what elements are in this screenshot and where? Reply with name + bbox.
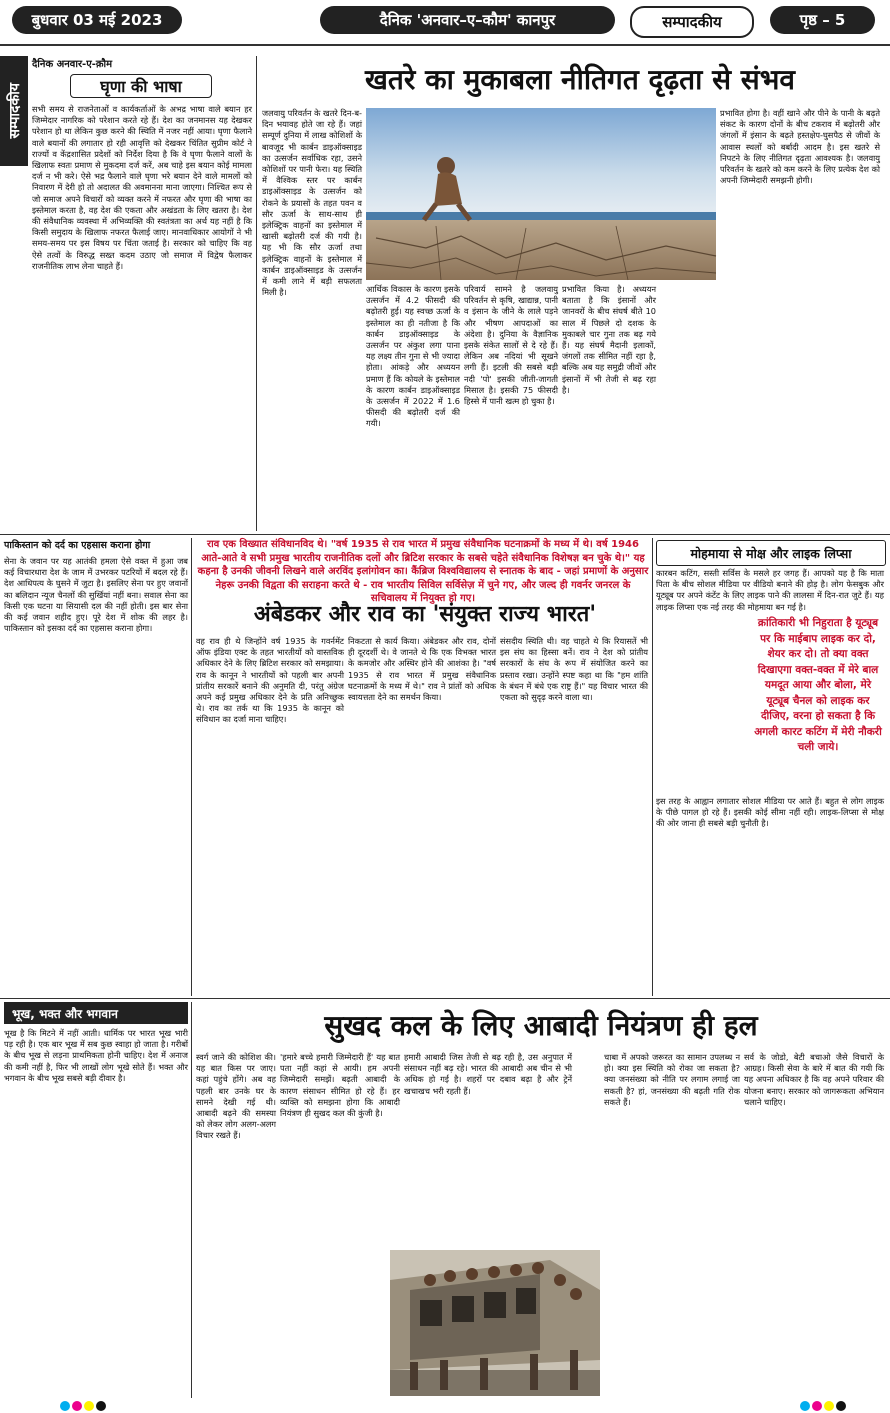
registration-marks-right (800, 1401, 846, 1411)
lead-headline: खतरे का मुकाबला नीतिगत दृढ़ता से संभव (365, 63, 795, 96)
page-number: पृष्ठ – 5 (799, 11, 846, 29)
paper-name: दैनिक 'अनवार–ए–कौम' कानपुर (379, 11, 556, 29)
column-divider (191, 538, 192, 996)
moh-article-col (656, 616, 748, 796)
lead-column-4b (660, 284, 716, 532)
yellow-dot (824, 1401, 834, 1411)
bottom-headline: सुखद कल के लिए आबादी नियंत्रण ही हल (324, 1009, 758, 1042)
black-dot (96, 1401, 106, 1411)
editorial-body: सभी समय से राजनेताओं व कार्यकर्ताओं के अभद्र भाषा वाले बयान हर जिम्मेदार नागरिक को परेशान करते रहे हैं। देश का जनमानस यह देखकर परेशान हो था लेकिन कुछ करने की स्थिति में नजर नहीं आया। घृणा फैलाने वाले बयानों की लगातार हो रही आवृत्ति को देखकर चिंतित सुप्रीम कोर्ट ने राज्यों व केंद्रशासित प्रदेशों को निर्देश दिया है कि वे घृणा फैलाने वालों के खिलाफ स्वतः प्रमाण से मुकदमा दर्ज करें, अब चाहे इस बयान कोई मामला दर्ज न भी करे। ऐसे भद्र फैलाने वाले घृणा भरे बयान देने वाले मामलों को निवारण में देरी हो तो अदालत की अवमानना माना जाएगा। निश्चित रूप से जो समाज अपने विचारों को व्यक्त करने में नफरत और घृणा की भाषा का इस्तेमाल करता है, वह देश की एकता और अखंडता के लिए खतरा है। देश की संवैधानिक व्यवस्था में अभिव्यक्ति की स्वतंत्रता का अर्थ यह नहीं है कि किसी समुदाय के खिलाफ नफरत फैलाई जाए। मानवाधिकार आयोगों ने भी समय-समय पर इस विषय पर चिंता जताई है। सरकार को चाहिए कि वह ऐसे तत्वों के विरुद्ध सख्त कदम उठाए जो समाज में विद्वेष फैलाकर राजनीतिक लाभ लेना चाहते हैं। (32, 104, 252, 271)
cyan-dot (60, 1401, 70, 1411)
lead-column-4: प्रभावित किया है। अध्ययन बताता है कि इंसानों और जानवरों के बीच संघर्ष बीते 10 साल में पिछले दो दशक के मुकाबले चार गुना तक बढ़ गये हैं। यह संघर्ष मैदानी इलाकों, जंगलों तक सीमित नहीं रहा है, बल्कि अब यह समुद्री जीवों और इंसानों में भी तेजी से बढ़ रहा है। (562, 284, 656, 395)
moh-article-intro: कारबन कटिंग, सस्ती सर्विस के मसले हर जगह हैं। आपको यह है कि माता पिता के बीच सोशल मीडिया पर वीडियो बनाने की होड़ है। लोग फेसबुक और यूट्यूब पर अपने कंटेंट के लिए लाइक पाने की लालसा में दिन-रात जुटे हैं। यह लाइक लिप्सा एक नई तरह की मोहमाया बन गई है। (656, 568, 884, 612)
vertical-label-text: सम्पादकीय (6, 83, 23, 139)
masthead (0, 0, 890, 42)
second-headline: अंबेडकर और राव का 'संयुक्त राज्य भारत' (253, 602, 597, 627)
header-rule (0, 44, 890, 46)
second-column-2: निकटता से कार्य किया। अंबेडकर और राव, दोनों ही दूरदर्शी थे। वे जानते थे कि एक विभक्त भारत के कमजोर और अस्थिर होने की आशंका है। "वर्ष 1935 से राव भारत में प्रमुख संवैधानिक घटनाक्रमों के मध्य में थे।" राव ने प्रांतों को अधिक स्वायत्तता देने का समर्थन किया। (348, 636, 496, 703)
section-rule (0, 998, 890, 999)
hunger-article-title: भूख, भक्त और भगवान (12, 1006, 118, 1021)
paper-pill (320, 6, 615, 34)
date-pill (12, 6, 182, 34)
lead-column-3: परिवार्य सामने है जलवायु परिवर्तन से कृषि, खाद्यान्न, पानी व इंसान के जीने के लाले पड़ने और भीषण आपदाओं का अंदेशा है। दुनिया के वैज्ञानिक इसके संकेत सालों से दे रहे हैं। लेकिन अब नदियां भी सूखने लगी हैं। इटली की सबसे बड़ी नदी 'पो' इसकी जीती-जागती मिसाल है। इसकी 75 फीसदी हिस्से में पानी खत्म हो चुका है। (464, 284, 558, 407)
bottom-photo-crowded-train (390, 1250, 600, 1396)
bottom-column-4: चाबा में अपको जरूरत का सामान उपलब्ध न हो। क्या इस स्थिति को रोका जा सकता है? क्या जनसंख्या को नीति पर लगाम लगाई जा सकती है? हां, जनसंख्या की बढ़ती गति रोक सकते हैं। (604, 1052, 740, 1107)
lead-photo-parched-earth (366, 108, 716, 280)
second-column-1: वह राव ही थे जिन्होंने वर्ष 1935 के गवर्नमेंट ऑफ इंडिया एक्ट के तहत भारतीयों को वास्तविक अधिकार देने के लिए ब्रिटिश सरकार को समझाया। राव के कानून ने भारतीयों को पहली बार अपनी प्रांतीय सरकारें बनाने की अनुमति दी, परंतु अंग्रेज अपने कई प्रमुख अधिकार देने के प्रति अनिच्छुक थे। राव का तर्क था कि 1935 के कानून को संविधान का दर्जा माना चाहिए। (196, 636, 344, 725)
column-divider (191, 1002, 192, 1398)
lead-column-1: जलवायु परिवर्तन के खतरे दिन-ब-दिन भयावह होते जा रहे हैं। जहां सम्पूर्ण दुनिया में लाख कोशिशों के बावजूद भी कार्बन डाइऑक्साइड का उत्सर्जन सर्वाधिक रहा, उसने कोशिशों पर पानी फेरा। यह स्थिति में वैश्विक स्तर पर कार्बन डाइऑक्साइड के उत्सर्जन को रोकने के प्रयासों के तहत पवन व सौर ऊर्जा के साथ-साथ ही इलेक्ट्रिक वाहनों का इस्तेमाल में खासी बढ़ोतरी दर्ज की गयी है। यह भी कि सौर ऊर्जा तथा इलेक्ट्रिक वाहनों के इस्तेमाल में कार्बन डाइऑक्साइड के उत्सर्जन में कमी लाने में बड़ी सफलता मिली है। (262, 108, 362, 298)
pakistan-article-title: पाकिस्तान को दर्द का एहसास कराना होगा (4, 540, 151, 551)
black-dot (836, 1401, 846, 1411)
column-divider (256, 56, 257, 531)
editorial-title-box (70, 74, 212, 98)
lead-photo-drawing (366, 108, 716, 280)
page-pill (770, 6, 875, 34)
moh-article-quote: क्रांतिकारी भी निहुराता है यूट्यूब पर कि माईबाप लाइक कर दो, शेयर कर दो। तो क्या वक्त दिखाएगा वक्त-वक्त में मेरे बाल यमदूत आया और बोला, मेरे यूट्यूब चैनल को लाइक कर दीजिए, वरना हो सकता है कि अगली कारट कटिंग में मेरी नौकरी चली जाये। (754, 617, 882, 753)
editorial-tag: दैनिक अनवार-ए-क़ौम (32, 59, 113, 70)
magenta-dot (812, 1401, 822, 1411)
vertical-section-label (0, 56, 28, 166)
pakistan-article-body: सेना के जवान पर यह आतंकी हमला ऐसे वक्त में हुआ जब कई विचारधारा देश के जाम में उभरकर पटरियों में बदल रहे हैं। देश आधिपत्य के घुसने में जुटा है। इसलिए सेना पर हुए जवानों का बलिदान न्यूज चैनलों की सुर्खियां नहीं बना। सवाल सेना का किसी एक घटना या सियासी दल की नहीं होती। इस बार सेना की कई जवान शहीद हुए। पूरे देश में शोक की लहर है। पाकिस्तान को इसका दर्द का एहसास कराना होगा। (4, 556, 188, 634)
column-divider (652, 538, 653, 996)
moh-article-title-box (656, 540, 886, 566)
moh-article-title: मोहमाया से मोक्ष और लाइक लिप्सा (690, 545, 852, 561)
bottom-column-5: सर्व के जोडो, बेटी बचाओ जैसे विचारों के आग्रह। किसी सेवा के बारे में बात की गयी कि यह अपना अधिकार है कि वह अपने परिवार की योजना बनाए। सरकार को जागरूकता अभियान चलाने चाहिए। (744, 1052, 884, 1107)
section-name: सम्पादकीय (662, 13, 722, 31)
section-pill (630, 6, 754, 38)
registration-marks-left (60, 1401, 106, 1411)
issue-date: बुधवार 03 मई 2023 (31, 11, 163, 29)
pull-quote: राव एक विख्यात संविधानविद थे। "वर्ष 1935 से राव भारत में प्रमुख संवैधानिक घटनाक्रमों के मध्य में थे। वर्ष 1946 आते-आते वे सभी प्रमुख भारतीय राजनीतिक दलों और ब्रिटिश सरकार के सबसे चहेते संवैधानिक विशेषज्ञ बन चुके थे।" यह कहना है उनकी जीवनी लिखने वाले अरविंद इलांगोवन का। कैंब्रिज विश्वविद्यालय से स्नातक के बाद - जहां प्रमाणों के अनुसार नेहरू उनकी विद्वता की सराहना करते थे - राव भारतीय सिविल सर्विसेज़ में चुने गए, और जल्द ही गवर्नर जनरल के सचिवालय में नियुक्त हो गए। (197, 539, 649, 604)
second-column-3: संसदीय स्थिति थी। वह चाहते थे कि रियासतें भी इस संघ का हिस्सा बनें। राव ने देश को प्रांतीय सरकारों के संघ के रूप में संयोजित करने का प्रस्ताव रखा। उन्होंने स्पष्ट कहा था कि "हम शांति के बंधन में बंधे एक राष्ट्र हैं।" यह विचार भारत की एकता को सुदृढ़ करने वाला था। (500, 636, 648, 703)
lead-column-2: आर्थिक विकास के कारण इसके उत्सर्जन में 4.2 फीसदी की बढ़ोतरी हुई। यह स्वच्छ ऊर्जा के इस्तेमाल का ही नतीजा है कि कार्बन डाइऑक्साइड के उत्सर्जन पर अंकुश लगा पाना यह लक्ष्य तीन गुना से भी ज्यादा होता। आंकड़े और अध्ययन प्रमाण हैं कि कोयले के इस्तेमाल के कारण कार्बन डाइऑक्साइड के उत्सर्जन में 2022 में 1.6 फीसदी की बढ़ोतरी दर्ज की गयी। (366, 284, 460, 429)
section-rule (0, 534, 890, 535)
lead-column-5: प्रभावित होगा है। वहीं खाने और पीने के पानी के बढ़ते संकट के कारण दोनों के बीच टकराव में बढ़ोतरी और जंगलों में इंसान के बढ़ते हस्तक्षेप-घुसपैठ से जीवों के आवास स्थलों को बर्बादी आदम है। इस खतरे से निपटने के लिए नीतिगत दृढ़ता आवश्यक है। जलवायु परिवर्तन के खतरे को कम करने के लिए प्रत्येक देश को अपनी जिम्मेदारी समझनी होगी। (720, 108, 880, 186)
moh-article-body: इस तरह के आह्वान लगातार सोशल मीडिया पर आते हैं। बहुत से लोग लाइक के पीछे पागल हो रहे हैं। इसकी कोई सीमा नहीं रही। लाइक-लिप्सा से मोक्ष की ओर जाना ही सबसे बड़ी चुनौती है। (656, 796, 884, 829)
bottom-column-3: हमारी आबादी जिस तेजी से बढ़ रही है, उस अनुपात में संसाधन नहीं बढ़ रहे। भारत की आबादी अब चीन से भी अधिक हो गई है। शहरों पर दबाव बढ़ा है और ट्रेनें खचाखच भरी रहती हैं। (404, 1052, 572, 1096)
hunger-article-title-box (4, 1002, 188, 1024)
yellow-dot (84, 1401, 94, 1411)
hunger-article-body: भूख है कि मिटने में नहीं आती। धार्मिक पर भारत भूख भारी पड़ रही है। एक बार भूख में सब कुछ स्वाहा हो जाता है। गरीबों के बीच भूख से लड़ना प्राथमिकता होनी चाहिए। देश में अनाज की कमी नहीं है, फिर भी लाखों लोग भूखे सोते हैं। भक्त और भगवान के बीच भूख सबसे बड़ी दीवार है। (4, 1028, 188, 1083)
editorial-title: घृणा की भाषा (100, 77, 182, 96)
cyan-dot (800, 1401, 810, 1411)
bottom-column-1: स्वर्ग जाने की कोशिश की। यह बात किस पर जाए। कहां पहुंचे होंगे। अब वह पहली बार उनके घर के सामने देखी गई थी। आबादी बढ़ने की समस्या को लेकर लोग अलग-अलग विचार रखते हैं। (196, 1052, 276, 1141)
bottom-photo-drawing (390, 1250, 600, 1396)
bottom-column-2: 'हमारे बच्चे हमारी जिम्मेदारी हैं' यह बात पता नहीं कहां से आयी। हम अपनी जिम्मेदारी समझें। बढ़ती आबादी के कारण संसाधन सीमित हो रहे हैं। हर व्यक्ति को समझना होगा कि आबादी नियंत्रण ही सुखद कल की कुंजी है। (280, 1052, 400, 1119)
magenta-dot (72, 1401, 82, 1411)
